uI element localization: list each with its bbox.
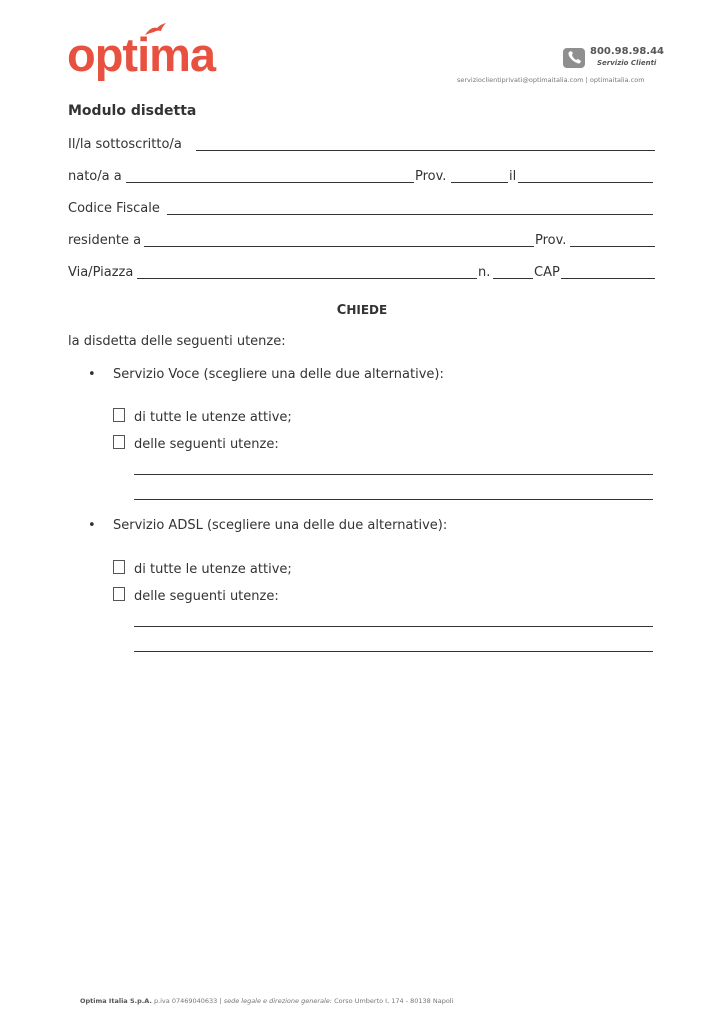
intro-text: la disdetta delle seguenti utenze:: [68, 334, 286, 349]
bullet-adsl: •: [88, 518, 96, 533]
footer-address: Corso Umberto I, 174 - 80138 Napoli: [334, 997, 454, 1005]
section-voce-title: Servizio Voce (scegliere una delle due alternative):: [113, 367, 444, 382]
optima-logo: optima: [67, 28, 216, 81]
footer-company: Optima Italia S.p.A.: [80, 997, 152, 1005]
footer: [80, 997, 453, 1005]
phone-icon: [563, 48, 585, 68]
field-sottoscritto[interactable]: [196, 150, 655, 151]
form-title: Modulo disdetta: [68, 103, 197, 119]
label-nato: nato/a a: [68, 169, 122, 184]
contact-separator: |: [585, 76, 588, 84]
label-sottoscritto: Il/la sottoscritto/a: [68, 137, 182, 152]
field-codice-fiscale[interactable]: [167, 214, 653, 215]
option-adsl-seguenti: delle seguenti utenze:: [134, 589, 279, 604]
checkbox-voce-seguenti[interactable]: [113, 435, 125, 449]
option-voce-tutte: di tutte le utenze attive;: [134, 410, 292, 425]
checkbox-adsl-tutte[interactable]: [113, 560, 125, 574]
field-residente[interactable]: [144, 246, 534, 247]
phone-label: Servizio Clienti: [597, 59, 657, 67]
email-link[interactable]: servizioclientiprivati@optimaitalia.com: [457, 76, 584, 84]
footer-piva: p.iva 07469040633: [153, 997, 218, 1005]
label-cap: CAP: [534, 265, 560, 280]
label-residente: residente a: [68, 233, 142, 248]
bird-logo-icon: [143, 22, 167, 38]
field-prov-residenza[interactable]: [570, 246, 655, 247]
chiede-heading: [0, 303, 724, 318]
option-voce-seguenti: delle seguenti utenze:: [134, 437, 279, 452]
field-prov-nascita[interactable]: [451, 182, 508, 183]
field-adsl-utenze-2[interactable]: [134, 651, 653, 652]
field-cap[interactable]: [561, 278, 655, 279]
footer-separator: |: [219, 997, 222, 1005]
chiede-text: CHIEDE: [336, 303, 388, 318]
label-prov-nascita: Prov.: [415, 169, 447, 184]
field-voce-utenze-1[interactable]: [134, 474, 653, 475]
field-nato[interactable]: [126, 182, 414, 183]
label-codice-fiscale: Codice Fiscale: [68, 201, 160, 216]
website-link[interactable]: optimaitalia.com: [589, 76, 645, 84]
contact-line: [457, 76, 645, 84]
label-numero: n.: [478, 265, 491, 280]
footer-sede-label: sede legale e direzione generale:: [223, 997, 332, 1005]
label-via: Via/Piazza: [68, 265, 134, 280]
option-adsl-tutte: di tutte le utenze attive;: [134, 562, 292, 577]
field-via[interactable]: [137, 278, 477, 279]
label-prov-residenza: Prov.: [535, 233, 567, 248]
field-data-nascita[interactable]: [518, 182, 653, 183]
checkbox-adsl-seguenti[interactable]: [113, 587, 125, 601]
section-adsl-title: Servizio ADSL (scegliere una delle due alternative):: [113, 518, 448, 533]
field-adsl-utenze-1[interactable]: [134, 626, 653, 627]
field-voce-utenze-2[interactable]: [134, 499, 653, 500]
bullet-voce: •: [88, 367, 96, 382]
checkbox-voce-tutte[interactable]: [113, 408, 125, 422]
label-data-nascita: il: [509, 169, 517, 184]
field-numero[interactable]: [493, 278, 533, 279]
phone-number: 800.98.98.44: [590, 46, 665, 57]
